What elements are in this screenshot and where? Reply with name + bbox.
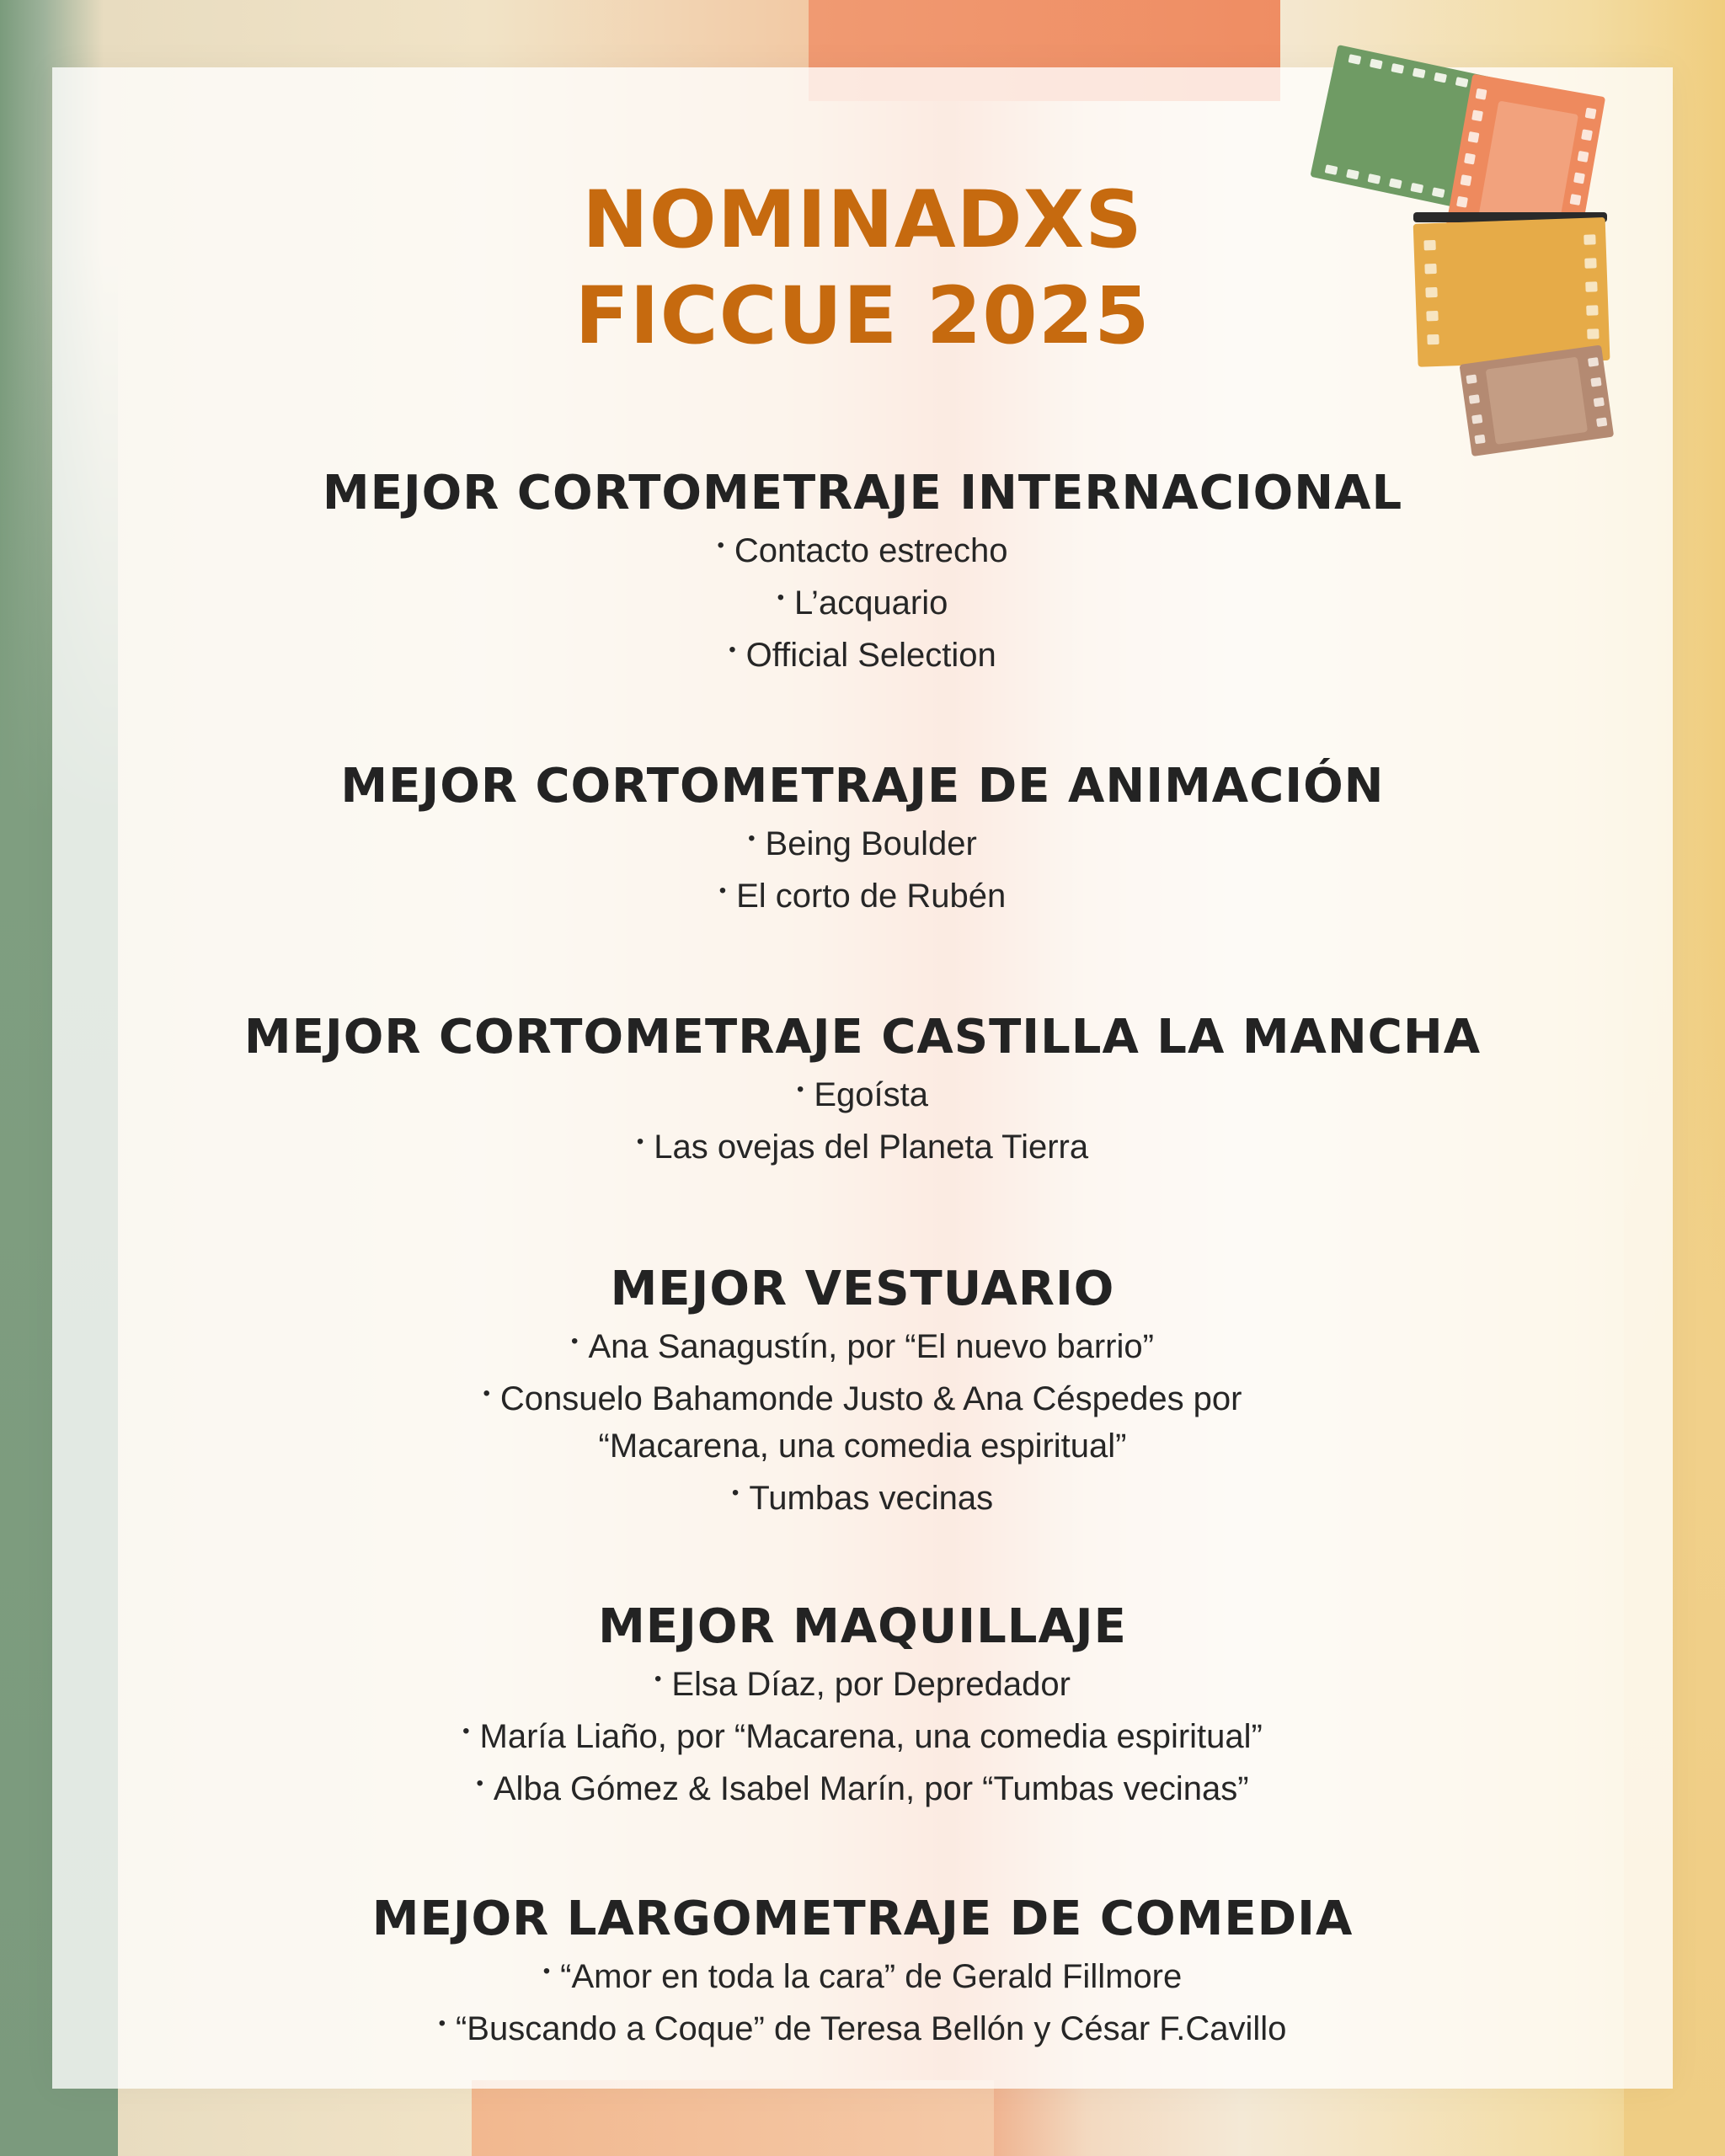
category-comedy-feature	[0, 1891, 1725, 2052]
category-heading: MEJOR LARGOMETRAJE DE COMEDIA	[371, 1892, 1354, 1946]
nominee-item	[0, 1470, 1725, 1522]
nominee-item	[0, 815, 1725, 867]
nominee-item	[0, 627, 1725, 679]
nominee-text: “Buscando a Coque” de Teresa Bellón y César F.Cavillo	[455, 2010, 1287, 2047]
nominee-list	[0, 1066, 1725, 1171]
nominee-text: Egoísta	[814, 1076, 929, 1113]
category-costume	[0, 1261, 1725, 1522]
nominee-item	[0, 1118, 1725, 1171]
nominee-list	[0, 1656, 1725, 1812]
nominee-item	[0, 1760, 1725, 1812]
bullet-icon: •	[476, 1772, 483, 1795]
nominee-list	[0, 522, 1725, 679]
nominee-text: María Liaño, por “Macarena, una comedia espiritual”	[479, 1718, 1263, 1755]
nominee-item	[0, 574, 1725, 627]
nominee-list	[0, 815, 1725, 920]
bullet-icon: •	[542, 1960, 551, 1983]
title-line-2: FICCUE 2025	[574, 270, 1151, 362]
bullet-icon: •	[571, 1330, 579, 1353]
nominee-text: Ana Sanagustín, por “El nuevo barrio”	[588, 1328, 1154, 1365]
nominee-list	[0, 1318, 1725, 1522]
nominee-item	[0, 2000, 1725, 2052]
nominee-text: L’acquario	[794, 584, 948, 622]
category-heading: MEJOR CORTOMETRAJE DE ANIMACIÓN	[340, 759, 1385, 814]
nominee-text: Las ovejas del Planeta Tierra	[654, 1129, 1089, 1166]
bullet-icon: •	[718, 879, 727, 902]
nominee-text: “Macarena, una comedia espiritual”	[598, 1428, 1127, 1465]
bullet-icon: •	[438, 2012, 446, 2035]
nominee-text: “Amor en toda la cara” de Gerald Fillmore	[560, 1958, 1183, 1995]
nominee-text: Official Selection	[745, 637, 996, 674]
nominee-item	[0, 1370, 1725, 1422]
bullet-icon: •	[483, 1382, 490, 1405]
bullet-icon: •	[777, 586, 785, 609]
bullet-icon: •	[796, 1078, 804, 1101]
title-line-1: NOMINADXS	[582, 174, 1143, 266]
bullet-icon: •	[654, 1668, 662, 1690]
nominee-text: Consuelo Bahamonde Justo & Ana Céspedes por	[499, 1380, 1242, 1417]
nominee-text: Alba Gómez & Isabel Marín, por “Tumbas vecinas”	[493, 1770, 1249, 1807]
category-international-short	[0, 465, 1725, 679]
nominee-item	[0, 1066, 1725, 1118]
nominee-text: Elsa Díaz, por Depredador	[671, 1666, 1071, 1703]
nominee-item	[0, 1656, 1725, 1708]
bullet-icon: •	[462, 1720, 470, 1742]
nominee-item-continued	[0, 1422, 1725, 1470]
category-heading: MEJOR CORTOMETRAJE INTERNACIONAL	[322, 466, 1403, 520]
category-castilla-la-mancha-short	[0, 1009, 1725, 1171]
page-title	[0, 173, 1725, 365]
category-heading: MEJOR VESTUARIO	[610, 1262, 1115, 1316]
category-animation-short	[0, 758, 1725, 920]
nominee-item	[0, 522, 1725, 574]
bullet-icon: •	[636, 1130, 644, 1153]
nominee-item	[0, 867, 1725, 920]
nominee-item	[0, 1708, 1725, 1760]
background-orange-band-bottom	[472, 2080, 994, 2156]
nominee-text: Being Boulder	[765, 825, 977, 862]
category-heading: MEJOR MAQUILLAJE	[598, 1599, 1127, 1654]
bullet-icon: •	[748, 827, 756, 850]
bullet-icon: •	[717, 534, 724, 557]
category-makeup	[0, 1598, 1725, 1812]
nominee-item	[0, 1948, 1725, 2000]
nominee-text: El corto de Rubén	[736, 878, 1007, 915]
nominee-text: Tumbas vecinas	[749, 1480, 994, 1517]
category-heading: MEJOR CORTOMETRAJE CASTILLA LA MANCHA	[243, 1010, 1482, 1065]
nominee-text: Contacto estrecho	[734, 532, 1008, 569]
nominee-list	[0, 1948, 1725, 2052]
bullet-icon: •	[729, 638, 736, 661]
nominee-item	[0, 1318, 1725, 1370]
bullet-icon: •	[731, 1481, 740, 1504]
